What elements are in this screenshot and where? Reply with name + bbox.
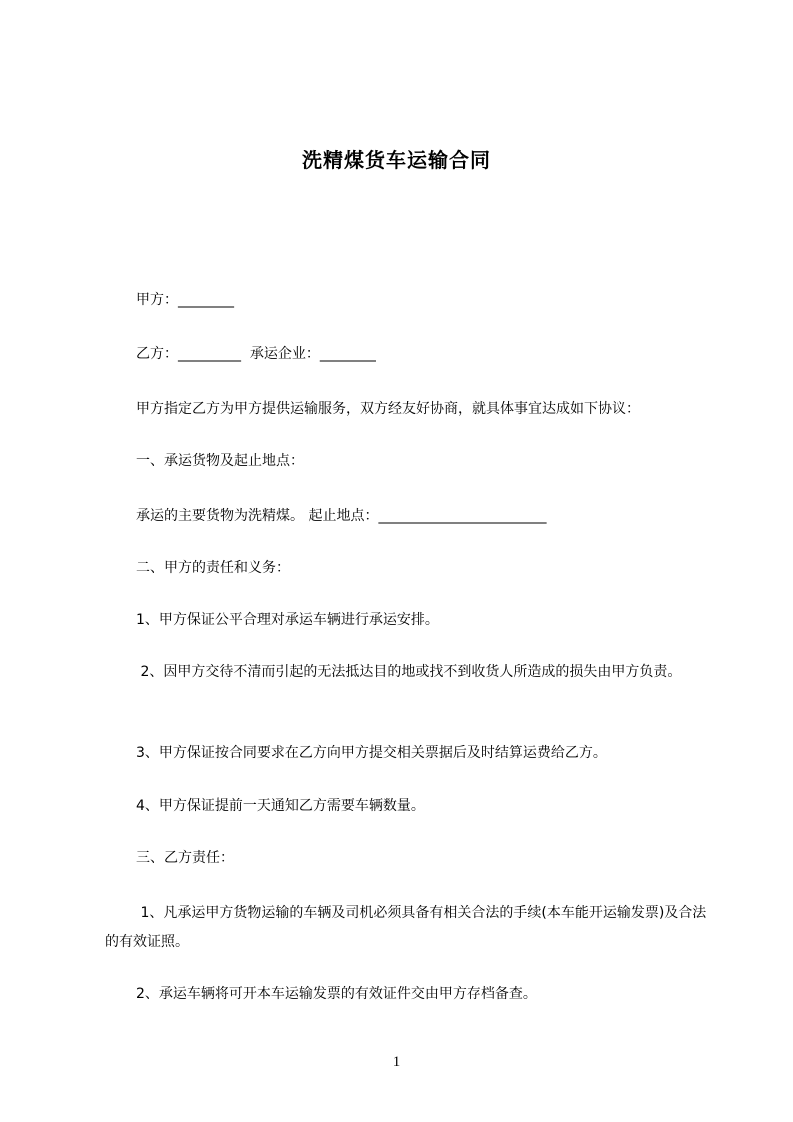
section-2-item-1: 1、甲方保证公平合理对承运车辆进行承运安排。 <box>136 612 439 628</box>
section-1-heading: 一、承运货物及起止地点： <box>136 453 304 469</box>
party-b-line: 乙方：_________ 承运企业：________ <box>136 346 376 362</box>
section-1-body: 承运的主要货物为洗精煤。 起止地点：________________________ <box>136 508 547 524</box>
page-number: 1 <box>392 1054 401 1070</box>
preamble: 甲方指定乙方为甲方提供运输服务，双方经友好协商，就具体事宜达成如下协议： <box>136 401 640 417</box>
section-2-item-4: 4、甲方保证提前一天通知乙方需要车辆数量。 <box>136 798 425 814</box>
section-2-item-2: 2、因甲方交待不清而引起的无法抵达目的地或找不到收货人所造成的损失由甲方负责。 <box>136 664 682 680</box>
party-a-line: 甲方：________ <box>136 292 234 308</box>
section-3-heading: 三、乙方责任： <box>136 850 234 866</box>
section-2-item-3: 3、甲方保证按合同要求在乙方向甲方提交相关票据后及时结算运费给乙方。 <box>136 745 607 761</box>
document-title: 洗精煤货车运输合同 <box>302 148 491 172</box>
section-3-item-2: 2、承运车辆将可开本车运输发票的有效证件交由甲方存档备查。 <box>136 986 537 1002</box>
section-2-heading: 二、甲方的责任和义务： <box>136 560 290 576</box>
section-3-item-1: 1、凡承运甲方货物运输的车辆及司机必须具备有相关合法的手续(本车能开运输发票)及合法的有效证照。 <box>105 905 707 950</box>
